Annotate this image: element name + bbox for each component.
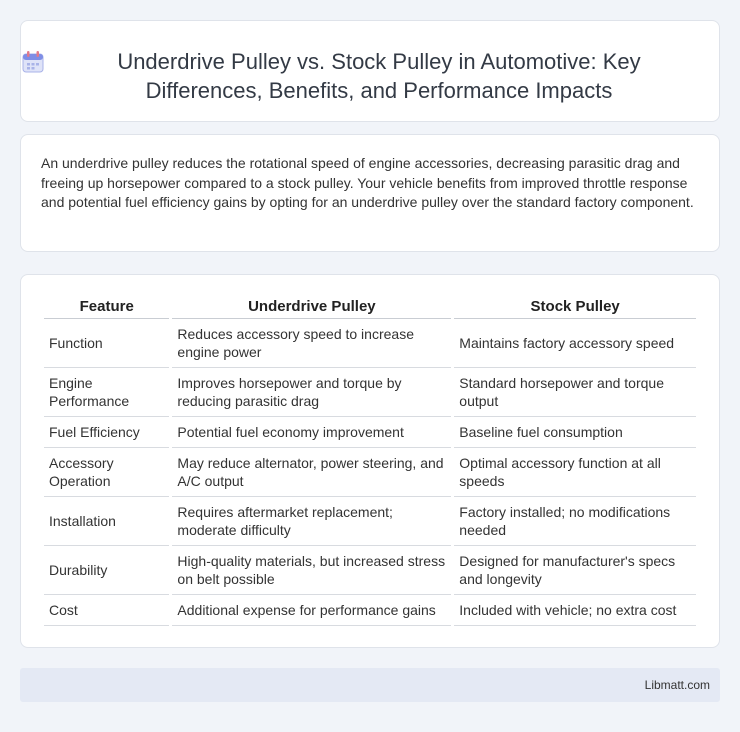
header-stock: Stock Pulley	[454, 295, 696, 319]
stock-cell: Standard horsepower and torque output	[454, 368, 696, 417]
stock-cell: Factory installed; no modifications needed	[454, 497, 696, 546]
table-row	[44, 368, 696, 417]
table-row	[44, 595, 696, 626]
title-wrap	[69, 47, 689, 105]
feature-cell: Accessory Operation	[44, 448, 169, 497]
feature-cell: Engine Performance	[44, 368, 169, 417]
intro-paragraph: An underdrive pulley reduces the rotational speed of engine accessories, decreasing parasitic drag and freeing up horsepower compared to a stock pulley. Your vehicle benefits from improved throttle response and potential fuel efficiency gains by opting for an underdrive pulley over the standard factory component.	[41, 155, 694, 210]
underdrive-cell: Requires aftermarket replacement; moderate difficulty	[172, 497, 451, 546]
underdrive-cell: Reduces accessory speed to increase engine power	[172, 319, 451, 368]
underdrive-cell: Additional expense for performance gains	[172, 595, 451, 626]
intro-card	[20, 134, 720, 252]
comparison-table	[41, 295, 699, 626]
table-row	[44, 546, 696, 595]
table-row	[44, 417, 696, 448]
header-feature: Feature	[44, 295, 169, 319]
underdrive-cell: May reduce alternator, power steering, and A/C output	[172, 448, 451, 497]
underdrive-cell: High-quality materials, but increased stress on belt possible	[172, 546, 451, 595]
feature-cell: Function	[44, 319, 169, 368]
feature-cell: Installation	[44, 497, 169, 546]
underdrive-cell: Improves horsepower and torque by reducing parasitic drag	[172, 368, 451, 417]
underdrive-cell: Potential fuel economy improvement	[172, 417, 451, 448]
stock-cell: Included with vehicle; no extra cost	[454, 595, 696, 626]
comparison-card	[20, 274, 720, 648]
table-row	[44, 448, 696, 497]
table-row	[44, 319, 696, 368]
calendar-icon	[20, 49, 46, 75]
stock-cell: Baseline fuel consumption	[454, 417, 696, 448]
feature-cell: Fuel Efficiency	[44, 417, 169, 448]
table-row	[44, 497, 696, 546]
footer-bar	[20, 668, 720, 702]
stock-cell: Maintains factory accessory speed	[454, 319, 696, 368]
feature-cell: Durability	[44, 546, 169, 595]
title-card	[20, 20, 720, 122]
page-title: Underdrive Pulley vs. Stock Pulley in Automotive: Key Differences, Benefits, and Performance Impacts	[117, 49, 641, 103]
feature-cell: Cost	[44, 595, 169, 626]
header-underdrive: Underdrive Pulley	[172, 295, 451, 319]
stock-cell: Optimal accessory function at all speeds	[454, 448, 696, 497]
stock-cell: Designed for manufacturer's specs and longevity	[454, 546, 696, 595]
source-label: Libmatt.com	[644, 678, 710, 692]
table-header-row	[44, 295, 696, 319]
